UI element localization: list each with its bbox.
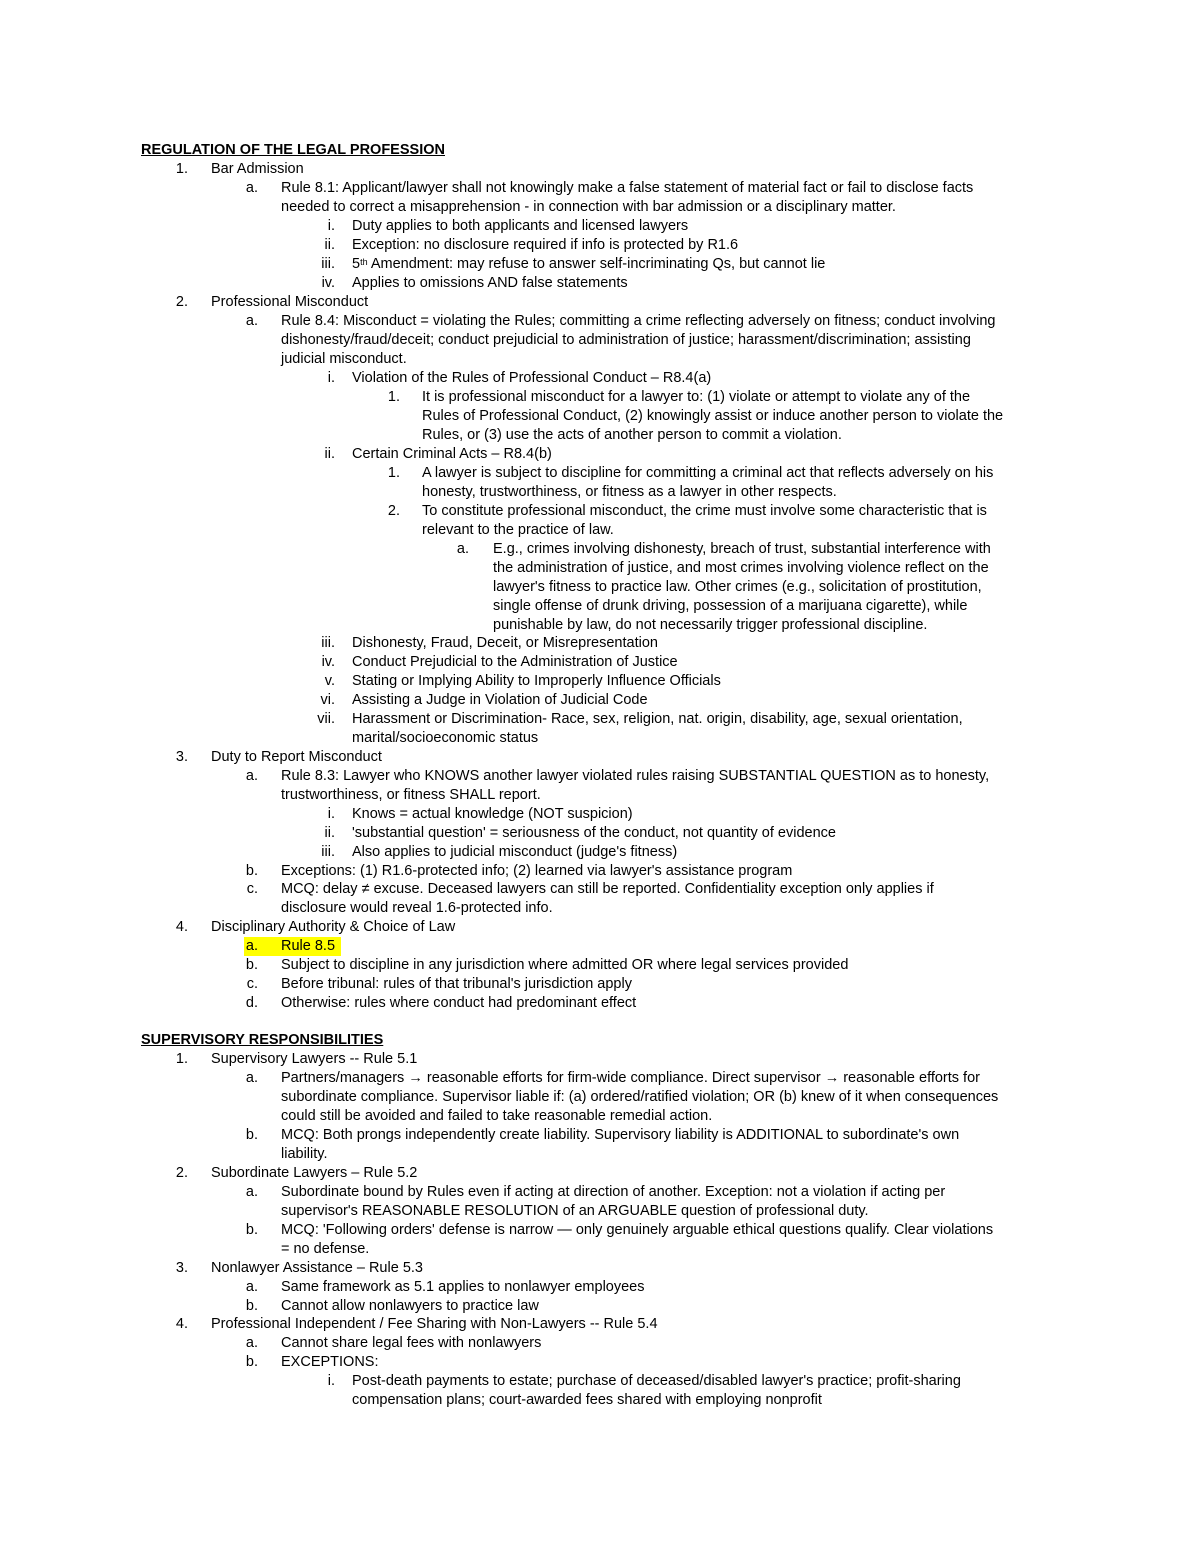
list-item-text: compensation plans; court-awarded fees shared with employing nonprofit [352,1392,822,1408]
list-item-text: Knows = actual knowledge (NOT suspicion) [352,806,633,822]
list-marker: i. [327,370,335,386]
list-marker: ii. [324,446,335,462]
list-marker: 3. [175,1260,188,1276]
list-item-text: Rule 8.3: Lawyer who KNOWS another lawyer violated rules raising SUBSTANTIAL QUESTION as to honesty, [281,768,990,784]
list-item-text: Stating or Implying Ability to Improperly Influence Officials [352,673,721,689]
list-marker: c. [246,881,258,897]
list-item-text: A lawyer is subject to discipline for committing a criminal act that reflects adversely on his [422,465,994,481]
list-item-text: Same framework as 5.1 applies to nonlawyer employees [281,1279,645,1295]
list-item-text: Partners/managers → reasonable efforts for firm-wide compliance. Direct supervisor → reasonable efforts for [281,1070,980,1086]
list-marker: 1. [387,465,400,481]
list-item-text: Cannot allow nonlawyers to practice law [281,1298,539,1314]
list-marker: a. [245,1279,258,1295]
list-item-text: Applies to omissions AND false statements [352,275,628,291]
list-item-text: Rules, or (3) use the acts of another person to commit a violation. [422,427,842,443]
list-marker: 1. [175,161,188,177]
list-item-text: It is professional misconduct for a lawyer to: (1) violate or attempt to violate any of the [422,389,971,405]
list-item-text: needed to correct a misapprehension - in connection with bar admission or a disciplinary matter. [281,199,896,215]
list-marker: c. [246,976,258,992]
list-marker: vii. [317,711,335,727]
list-marker: vi. [320,692,335,708]
list-item-text: Rules of Professional Conduct, (2) knowingly assist or induce another person to violate the [422,408,1004,424]
list-item-text: Post-death payments to estate; purchase of deceased/disabled lawyer's practice; profit-sharing [352,1373,961,1389]
list-item-text: disclosure would reveal 1.6-protected info. [281,900,553,916]
list-marker: i. [327,806,335,822]
list-item-text: EXCEPTIONS: [281,1354,379,1370]
list-item-text [352,255,825,274]
list-marker: b. [245,1127,258,1143]
list-marker: a. [245,180,258,196]
list-item-text: Subordinate bound by Rules even if acting at direction of another. Exception: not a violation if acting per [281,1184,946,1200]
list-item-text: relevant to the practice of law. [422,522,614,538]
list-item-text: single offense of drunk driving, possession of a marijuana cigarette), while [493,598,968,614]
list-marker: iii. [321,256,335,272]
list-marker: a. [245,1335,258,1351]
list-item-text: Exceptions: (1) R1.6-protected info; (2) learned via lawyer's assistance program [281,863,793,879]
list-marker: b. [245,1222,258,1238]
list-item-text: judicial misconduct. [281,351,407,367]
list-item-title: Professional Independent / Fee Sharing with Non-Lawyers -- Rule 5.4 [211,1316,658,1332]
list-item-text: Certain Criminal Acts – R8.4(b) [352,446,552,462]
section-heading: SUPERVISORY RESPONSIBILITIES [141,1032,384,1048]
list-item-text: MCQ: Both prongs independently create liability. Supervisory liability is ADDITIONAL to subordinate's own [281,1127,960,1143]
list-marker: 4. [175,919,188,935]
list-marker: iii. [321,635,335,651]
list-marker: i. [327,218,335,234]
list-marker: ii. [324,825,335,841]
list-marker: 2. [387,503,400,519]
list-item-text: Assisting a Judge in Violation of Judicial Code [352,692,648,708]
list-marker: b. [245,1354,258,1370]
list-marker: 2. [175,1165,188,1181]
list-item-text: Exception: no disclosure required if info is protected by R1.6 [352,237,739,253]
list-item-text: To constitute professional misconduct, the crime must involve some characteristic that is [422,503,987,519]
list-item-text: supervisor's REASONABLE RESOLUTION of an ARGUABLE question of professional duty. [281,1203,869,1219]
list-marker: a. [245,768,258,784]
list-item-text: MCQ: delay ≠ excuse. Deceased lawyers can still be reported. Confidentiality exception only applies if [281,881,934,897]
list-item-text: E.g., crimes involving dishonesty, breach of trust, substantial interference with [493,541,991,557]
list-item-text: marital/socioeconomic status [352,730,539,746]
ordinal-number: 5 [352,256,361,272]
list-marker: a. [245,938,258,954]
list-item-text: Dishonesty, Fraud, Deceit, or Misrepresentation [352,635,658,651]
list-item-text: Cannot share legal fees with nonlawyers [281,1335,542,1351]
list-item-text: liability. [281,1146,328,1162]
list-marker: iv. [321,275,335,291]
list-marker: i. [327,1373,335,1389]
list-item-text: lawyer's fitness to practice law. Other crimes (e.g., solicitation of prostitution, [493,579,982,595]
list-marker: 3. [175,749,188,765]
list-marker: iv. [321,654,335,670]
list-item-text: Rule 8.4: Misconduct = violating the Rules; committing a crime reflecting adversely on fitness; conduct involving [281,313,996,329]
list-item-text: Rule 8.1: Applicant/lawyer shall not knowingly make a false statement of material fact or fail to disclose facts [281,180,974,196]
list-marker: 1. [387,389,400,405]
list-item-text: = no defense. [281,1241,370,1257]
list-item-text: Conduct Prejudicial to the Administration of Justice [352,654,678,670]
list-item-text: Otherwise: rules where conduct had predominant effect [281,995,637,1011]
list-marker: b. [245,957,258,973]
list-marker: ii. [324,237,335,253]
list-marker: 4. [175,1316,188,1332]
list-item-text: the administration of justice, and most crimes involving violence reflect on the [493,560,989,576]
list-item-title: Duty to Report Misconduct [211,749,382,765]
list-marker: b. [245,863,258,879]
list-item-text-rest: Amendment: may refuse to answer self-incriminating Qs, but cannot lie [367,256,826,272]
list-item-text: MCQ: 'Following orders' defense is narrow — only genuinely arguable ethical questions qualify. Clear violations [281,1222,994,1238]
list-marker: 1. [175,1051,188,1067]
list-item-text: Duty applies to both applicants and licensed lawyers [352,218,689,234]
list-item-text: Harassment or Discrimination- Race, sex, religion, nat. origin, disability, age, sexual orientation, [352,711,963,727]
list-marker: a. [245,1184,258,1200]
list-item-title: Subordinate Lawyers – Rule 5.2 [211,1165,418,1181]
list-item-text: trustworthiness, or fitness SHALL report. [281,787,541,803]
list-marker: a. [456,541,469,557]
list-marker: d. [245,995,258,1011]
list-marker: iii. [321,844,335,860]
section-heading: REGULATION OF THE LEGAL PROFESSION [141,142,445,158]
list-marker: b. [245,1298,258,1314]
list-marker: v. [324,673,335,689]
list-item-text: Subject to discipline in any jurisdiction where admitted OR where legal services provided [281,957,849,973]
list-item-title: Professional Misconduct [211,294,369,310]
ordinal-suffix: th [360,257,368,267]
list-item-text: subordinate compliance. Supervisor liable if: (a) ordered/ratified violation; OR (b) knew of it when consequences [281,1089,999,1105]
list-item-title: Disciplinary Authority & Choice of Law [211,919,456,935]
list-item-title: Supervisory Lawyers -- Rule 5.1 [211,1051,418,1067]
list-item-text: dishonesty/fraud/deceit; conduct prejudicial to administration of justice; harassment/discrimination; assisting [281,332,971,348]
list-marker: a. [245,1070,258,1086]
list-marker: a. [245,313,258,329]
list-item-text: honesty, trustworthiness, or fitness as a lawyer in other respects. [422,484,837,500]
list-item-text: Violation of the Rules of Professional Conduct – R8.4(a) [352,370,712,386]
list-item-title: Nonlawyer Assistance – Rule 5.3 [211,1260,423,1276]
list-item-text: could still be avoided and failed to take reasonable remedial action. [281,1108,713,1124]
list-item-text: punishable by law, do not necessarily trigger professional discipline. [493,617,928,633]
list-item-text: Rule 8.5 [281,938,336,954]
list-item-text: 'substantial question' = seriousness of the conduct, not quantity of evidence [352,825,836,841]
list-item-text: Before tribunal: rules of that tribunal's jurisdiction apply [281,976,632,992]
list-item-title: Bar Admission [211,161,304,177]
list-item-text: Also applies to judicial misconduct (judge's fitness) [352,844,678,860]
list-marker: 2. [175,294,188,310]
